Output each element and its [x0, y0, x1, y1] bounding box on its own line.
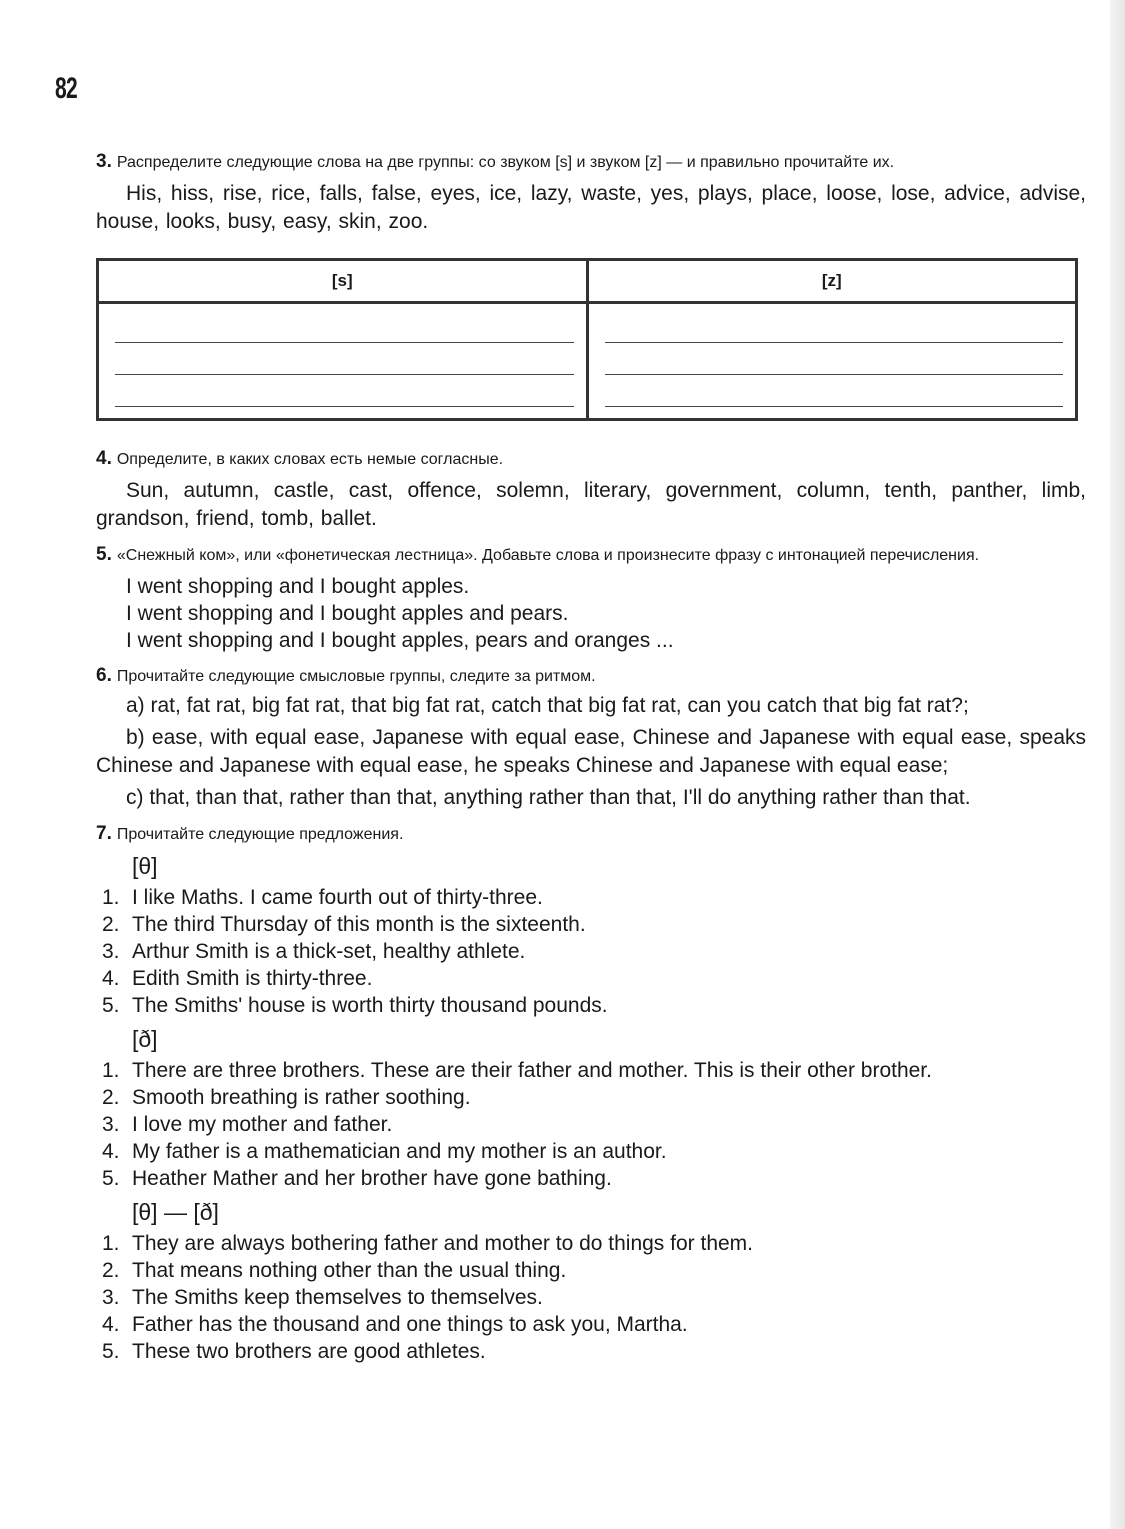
table-header-z: [z]	[587, 260, 1077, 303]
sound-table-wrap	[96, 258, 1086, 421]
list-item: 3. Arthur Smith is a thick-set, healthy athlete.	[102, 940, 526, 963]
list-item: 3. The Smiths keep themselves to themselves.	[102, 1286, 543, 1309]
task-number: 4.	[96, 448, 112, 469]
answer-line[interactable]	[115, 346, 574, 375]
page-number: 82	[55, 72, 77, 105]
answer-line[interactable]	[605, 346, 1064, 375]
task-number: 6.	[96, 665, 112, 686]
task-6-instruction	[96, 664, 1086, 688]
list-item: 1. There are three brothers. These are their father and mother. This is their other brother.	[102, 1059, 932, 1082]
task-6-item-b: b) ease, with equal ease, Japanese with equal ease, Chinese and Japanese with equal ease, speaks Chinese and Japanese with equal ease, he speaks Chinese and Japanese with equal ease;	[96, 726, 1086, 777]
task-6-item-c: c) that, than that, rather than that, anything rather than that, I'll do anything rather than that.	[126, 786, 971, 809]
list-item: 2. Smooth breathing is rather soothing.	[102, 1086, 471, 1109]
phrase-line: I went shopping and I bought apples.	[126, 575, 470, 598]
task-5	[96, 543, 1086, 654]
list-item: 1. They are always bothering father and mother to do things for them.	[102, 1232, 754, 1255]
list-item: 4. Father has the thousand and one things to ask you, Martha.	[102, 1313, 688, 1336]
list-item: 4. Edith Smith is thirty-three.	[102, 967, 373, 990]
answer-line[interactable]	[115, 314, 574, 343]
task-4-instruction	[96, 447, 1086, 471]
list-item: 5. The Smiths' house is worth thirty thousand pounds.	[102, 994, 608, 1017]
list-item: 4. My father is a mathematician and my mother is an author.	[102, 1140, 667, 1163]
sentence-list-theta	[102, 884, 1086, 1019]
task-5-instruction	[96, 543, 1086, 567]
task-7-instruction	[96, 822, 1086, 846]
sentence-list-eth	[102, 1057, 1086, 1192]
z-column-cell[interactable]	[587, 303, 1077, 420]
list-item: 5. Heather Mather and her brother have gone bathing.	[102, 1167, 612, 1190]
answer-line[interactable]	[115, 378, 574, 407]
task-3	[96, 150, 1086, 421]
task-5-lines	[126, 573, 1086, 654]
task-3-instruction	[96, 150, 1086, 174]
instruction-text: Распределите следующие слова на две группы: со звуком [s] и звуком [z] — и правильно прочитайте их.	[116, 154, 895, 171]
task-4-words: Sun, autumn, castle, cast, offence, solemn, literary, government, column, tenth, panther, limb, grandson, friend, tomb, ballet.	[96, 479, 1086, 530]
instruction-text: Определите, в каких словах есть немые согласные.	[116, 451, 504, 468]
task-6	[96, 664, 1086, 812]
task-3-words: His, hiss, rise, rice, falls, false, eyes, ice, lazy, waste, yes, plays, place, loose, lose, advice, advise, house, looks, busy, easy, skin, zoo.	[96, 182, 1086, 233]
phoneme-heading-theta-eth: [θ] — [ð]	[132, 1199, 219, 1225]
task-6-item-a: a) rat, fat rat, big fat rat, that big fat rat, catch that big fat rat, can you catch that big fat rat?;	[126, 694, 969, 717]
task-4	[96, 447, 1086, 533]
answer-line[interactable]	[605, 378, 1064, 407]
page-edge-shadow	[1110, 0, 1125, 1529]
task-number: 3.	[96, 151, 112, 172]
list-item: 3. I love my mother and father.	[102, 1113, 393, 1136]
sound-table	[96, 258, 1078, 421]
list-item: 2. That means nothing other than the usual thing.	[102, 1259, 567, 1282]
phrase-line: I went shopping and I bought apples, pears and oranges ...	[126, 629, 674, 652]
sentence-list-theta-eth	[102, 1230, 1086, 1365]
task-number: 7.	[96, 823, 112, 844]
table-header-s: [s]	[98, 260, 588, 303]
s-column-cell[interactable]	[98, 303, 588, 420]
list-item: 1. I like Maths. I came fourth out of thirty-three.	[102, 886, 543, 909]
instruction-text: Прочитайте следующие смысловые группы, следите за ритмом.	[116, 668, 596, 685]
phoneme-heading-theta: [θ]	[132, 853, 158, 879]
phrase-line: I went shopping and I bought apples and pears.	[126, 602, 569, 625]
phoneme-heading-eth: [ð]	[132, 1026, 158, 1052]
task-number: 5.	[96, 544, 112, 565]
list-item: 2. The third Thursday of this month is the sixteenth.	[102, 913, 586, 936]
instruction-text: Прочитайте следующие предложения.	[116, 826, 404, 843]
answer-line[interactable]	[605, 314, 1064, 343]
task-7	[96, 822, 1086, 1365]
page-content	[96, 150, 1086, 1375]
instruction-text: «Снежный ком», или «фонетическая лестница». Добавьте слова и произнесите фразу с интонацией перечисления.	[116, 547, 980, 564]
list-item: 5. These two brothers are good athletes.	[102, 1340, 486, 1363]
